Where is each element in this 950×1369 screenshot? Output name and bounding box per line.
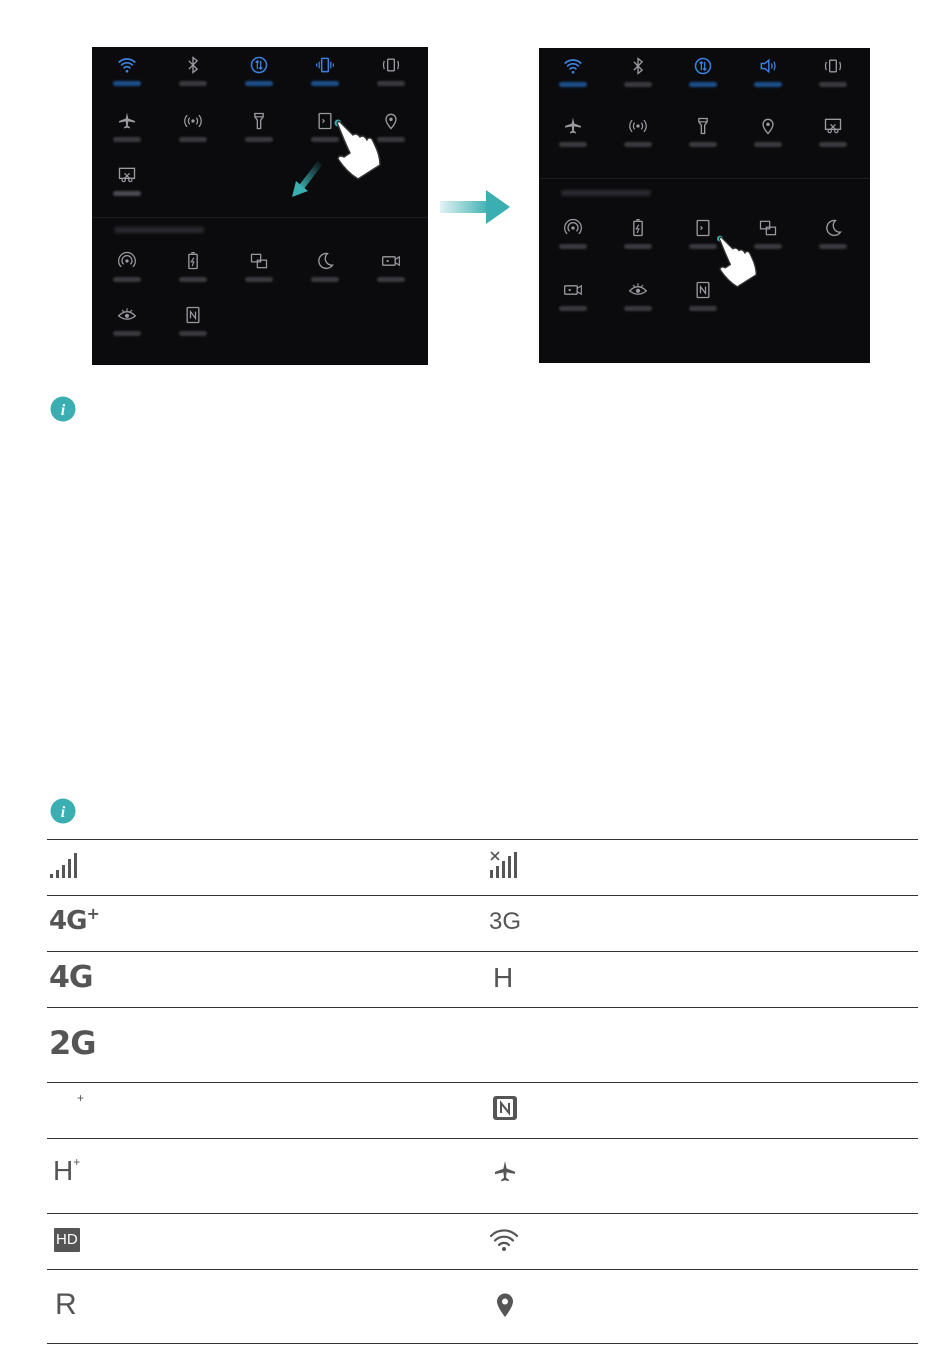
hspa-plus-icon: H + bbox=[53, 1155, 81, 1186]
eye-comfort-toggle[interactable] bbox=[96, 301, 158, 353]
moon-icon bbox=[315, 251, 335, 271]
airplane-icon bbox=[563, 116, 583, 136]
screen-record-toggle[interactable] bbox=[96, 161, 158, 213]
eye-icon bbox=[117, 305, 137, 325]
table-row bbox=[47, 1213, 918, 1269]
airplane-toggle[interactable] bbox=[542, 112, 604, 164]
nfc-toggle[interactable] bbox=[162, 301, 224, 353]
svg-text:i: i bbox=[60, 402, 66, 419]
eye-icon bbox=[628, 280, 648, 300]
wifi-icon bbox=[489, 1228, 519, 1252]
huawei-share-toggle[interactable] bbox=[607, 112, 669, 164]
moon-icon bbox=[823, 218, 843, 238]
scissor-screen-icon bbox=[823, 116, 843, 136]
auto-rotate-toggle[interactable] bbox=[360, 51, 422, 103]
hspa-icon: H bbox=[493, 962, 514, 993]
scissor-screen-icon bbox=[117, 165, 137, 185]
table-row bbox=[47, 1138, 918, 1213]
mobile-data-toggle[interactable] bbox=[228, 51, 290, 103]
svg-text:i: i bbox=[60, 804, 66, 821]
video-camera-icon bbox=[381, 251, 401, 271]
screenshot-icon bbox=[693, 218, 713, 238]
4g-plus-icon: 4G + bbox=[49, 904, 100, 936]
nfc-icon bbox=[183, 305, 203, 325]
multi-screen-toggle[interactable] bbox=[228, 247, 290, 299]
speaker-icon bbox=[758, 56, 778, 76]
table-row bbox=[47, 951, 918, 1007]
share-waves-icon bbox=[628, 116, 648, 136]
wifi-icon bbox=[563, 56, 583, 76]
transition-arrow-icon bbox=[440, 190, 512, 224]
roaming-icon: R bbox=[55, 1288, 77, 1321]
drag-arrow-icon bbox=[288, 161, 324, 201]
hand-pointer-icon bbox=[711, 230, 767, 292]
bluetooth-toggle[interactable] bbox=[607, 52, 669, 104]
flashlight-icon bbox=[693, 116, 713, 136]
airplane-icon bbox=[117, 111, 137, 131]
table-row bbox=[47, 1082, 918, 1138]
bluetooth-toggle[interactable] bbox=[162, 51, 224, 103]
eye-comfort-night-toggle[interactable] bbox=[294, 247, 356, 299]
bluetooth-icon bbox=[183, 55, 203, 75]
2g-icon: 2G bbox=[49, 1024, 96, 1062]
battery-saver-icon bbox=[628, 218, 648, 238]
airplane-icon bbox=[493, 1159, 517, 1185]
info-note-icon bbox=[50, 396, 76, 422]
wifi-toggle[interactable] bbox=[542, 52, 604, 104]
rotate-icon bbox=[381, 55, 401, 75]
airplane-toggle[interactable] bbox=[96, 107, 158, 159]
hand-pointer-icon bbox=[330, 113, 390, 185]
vibrate-icon bbox=[315, 55, 335, 75]
vibrate-toggle[interactable] bbox=[294, 51, 356, 103]
status-icon-table bbox=[47, 839, 918, 1344]
battery-saver-icon bbox=[183, 251, 203, 271]
screen-record-toggle[interactable] bbox=[802, 112, 864, 164]
rotate-icon bbox=[823, 56, 843, 76]
table-row bbox=[47, 895, 918, 951]
plus-icon: + bbox=[77, 1091, 85, 1105]
3g-icon: 3G bbox=[489, 908, 522, 935]
4g-icon: 4G bbox=[49, 960, 93, 995]
screen-recorder-toggle[interactable] bbox=[542, 276, 604, 328]
mobile-data-icon bbox=[249, 55, 269, 75]
table-row bbox=[47, 1007, 918, 1082]
eye-comfort-toggle[interactable] bbox=[607, 276, 669, 328]
nfc-icon bbox=[693, 280, 713, 300]
power-saving-toggle[interactable] bbox=[607, 214, 669, 266]
eye-comfort-night-toggle[interactable] bbox=[802, 214, 864, 266]
no-signal-icon bbox=[489, 850, 521, 880]
hotspot-icon bbox=[117, 251, 137, 271]
hotspot-toggle[interactable] bbox=[542, 214, 604, 266]
video-camera-icon bbox=[563, 280, 583, 300]
location-icon bbox=[495, 1292, 515, 1318]
quick-settings-panel-before bbox=[92, 47, 428, 365]
hotspot-icon bbox=[563, 218, 583, 238]
table-row bbox=[47, 1269, 918, 1344]
wifi-icon bbox=[117, 55, 137, 75]
auto-rotate-toggle[interactable] bbox=[802, 52, 864, 104]
signal-strength-icon bbox=[49, 850, 81, 880]
table-row bbox=[47, 839, 918, 895]
flashlight-toggle[interactable] bbox=[672, 112, 734, 164]
hd-voice-icon: HD bbox=[54, 1228, 80, 1252]
mobile-data-icon bbox=[693, 56, 713, 76]
flashlight-icon bbox=[249, 111, 269, 131]
hotspot-toggle[interactable] bbox=[96, 247, 158, 299]
bluetooth-icon bbox=[628, 56, 648, 76]
power-saving-toggle[interactable] bbox=[162, 247, 224, 299]
info-note-icon bbox=[50, 798, 76, 824]
wifi-toggle[interactable] bbox=[96, 51, 158, 103]
screen-switch-icon bbox=[249, 251, 269, 271]
nfc-icon bbox=[492, 1095, 518, 1121]
flashlight-toggle[interactable] bbox=[228, 107, 290, 159]
share-waves-icon bbox=[183, 111, 203, 131]
sound-toggle[interactable] bbox=[737, 52, 799, 104]
mobile-data-toggle[interactable] bbox=[672, 52, 734, 104]
location-icon bbox=[758, 116, 778, 136]
huawei-share-toggle[interactable] bbox=[162, 107, 224, 159]
screen-recorder-toggle[interactable] bbox=[360, 247, 422, 299]
location-toggle[interactable] bbox=[737, 112, 799, 164]
quick-settings-panel-after bbox=[539, 48, 870, 363]
